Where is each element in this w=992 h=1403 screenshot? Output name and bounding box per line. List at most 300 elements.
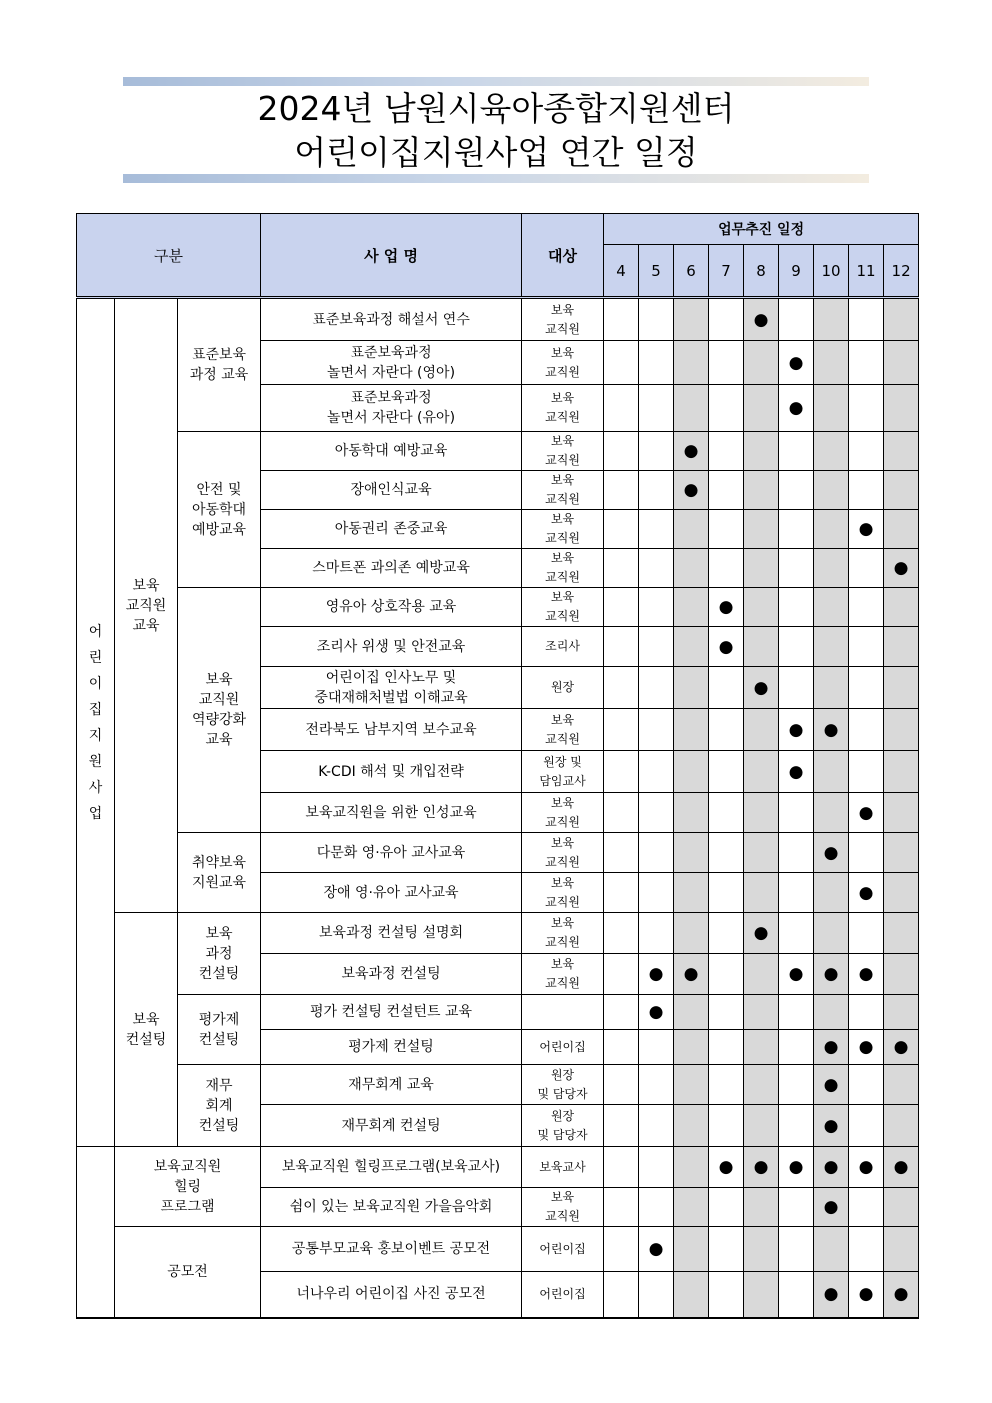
target: 어린이집 <box>522 1272 604 1318</box>
schedule-cell-11 <box>849 588 884 627</box>
schedule-cell-10 <box>814 995 849 1030</box>
schedule-cell-4 <box>604 751 639 793</box>
table-row <box>77 995 919 1030</box>
schedule-cell-4 <box>604 432 639 471</box>
target: 보육 교직원 <box>522 709 604 751</box>
schedule-dot: ● <box>683 480 699 500</box>
schedule-dot: ● <box>823 1157 839 1177</box>
program-name: 쉼이 있는 보육교직원 가을음악회 <box>261 1188 522 1227</box>
program-name: 조리사 위생 및 안전교육 <box>261 627 522 667</box>
category-capacity: 보육 교직원 역량강화 교육 <box>178 588 261 833</box>
schedule-cell-10 <box>814 432 849 471</box>
schedule-cell-10 <box>814 954 849 995</box>
schedule-cell-11 <box>849 471 884 510</box>
target: 보육 교직원 <box>522 549 604 588</box>
schedule-cell-9 <box>779 588 814 627</box>
schedule-cell-11 <box>849 341 884 385</box>
table-row <box>77 588 919 627</box>
schedule-cell-4 <box>604 954 639 995</box>
schedule-cell-4 <box>604 298 639 341</box>
table-row <box>77 298 919 341</box>
schedule-dot: ● <box>648 964 664 984</box>
target: 원장 및 담당자 <box>522 1065 604 1105</box>
target: 어린이집 <box>522 1030 604 1065</box>
schedule-cell-6 <box>674 667 709 709</box>
schedule-cell-10 <box>814 709 849 751</box>
schedule-cell-5 <box>639 341 674 385</box>
schedule-dot: ● <box>893 1037 909 1057</box>
schedule-cell-4 <box>604 341 639 385</box>
schedule-cell-9 <box>779 627 814 667</box>
schedule-cell-12 <box>884 549 919 588</box>
schedule-cell-11 <box>849 913 884 954</box>
schedule-cell-11 <box>849 510 884 549</box>
schedule-cell-9 <box>779 1188 814 1227</box>
category-healing: 보육교직원 힐링 프로그램 <box>115 1147 261 1227</box>
target: 원장 및 담당자 <box>522 1105 604 1147</box>
schedule-cell-10 <box>814 588 849 627</box>
program-name: K-CDI 해석 및 개입전략 <box>261 751 522 793</box>
table-row <box>77 913 919 954</box>
header-target: 대상 <box>522 214 604 298</box>
schedule-cell-5 <box>639 588 674 627</box>
schedule-dot: ● <box>683 441 699 461</box>
schedule-cell-11 <box>849 549 884 588</box>
schedule-cell-6 <box>674 1227 709 1272</box>
target: 보육 교직원 <box>522 432 604 471</box>
schedule-cell-9 <box>779 667 814 709</box>
schedule-cell-9 <box>779 432 814 471</box>
schedule-cell-8 <box>744 1227 779 1272</box>
schedule-cell-11 <box>849 709 884 751</box>
schedule-cell-7 <box>709 1188 744 1227</box>
category-blank <box>77 1147 115 1318</box>
schedule-cell-10 <box>814 510 849 549</box>
header-schedule: 업무추진 일정 <box>604 214 919 245</box>
schedule-dot: ● <box>893 1284 909 1305</box>
schedule-cell-8 <box>744 833 779 873</box>
schedule-cell-5 <box>639 873 674 913</box>
schedule-cell-9 <box>779 471 814 510</box>
schedule-cell-9 <box>779 913 814 954</box>
title-bottom-bar <box>123 174 869 183</box>
schedule-dot: ● <box>893 1157 909 1177</box>
schedule-dot: ● <box>823 1115 839 1136</box>
schedule-cell-8 <box>744 954 779 995</box>
schedule-dot: ● <box>753 1157 769 1177</box>
month-header-4: 4 <box>604 245 639 298</box>
schedule-cell-12 <box>884 588 919 627</box>
month-header-9: 9 <box>779 245 814 298</box>
schedule-dot: ● <box>823 719 839 740</box>
schedule-cell-7 <box>709 793 744 833</box>
schedule-cell-7 <box>709 471 744 510</box>
program-name: 아동학대 예방교육 <box>261 432 522 471</box>
schedule-dot: ● <box>683 964 699 984</box>
schedule-cell-11 <box>849 1105 884 1147</box>
schedule-cell-8 <box>744 1030 779 1065</box>
schedule-cell-10 <box>814 1030 849 1065</box>
schedule-dot: ● <box>858 802 874 823</box>
schedule-cell-5 <box>639 1147 674 1188</box>
schedule-cell-6 <box>674 1105 709 1147</box>
schedule-dot: ● <box>858 1284 874 1305</box>
schedule-cell-10 <box>814 1272 849 1318</box>
schedule-cell-5 <box>639 385 674 432</box>
page-title-line1: 2024년 남원시육아종합지원센터 <box>257 89 735 128</box>
schedule-cell-9 <box>779 751 814 793</box>
program-name: 재무회계 컨설팅 <box>261 1105 522 1147</box>
schedule-dot: ● <box>823 964 839 984</box>
category-safety: 안전 및 아동학대 예방교육 <box>178 432 261 588</box>
schedule-cell-6 <box>674 432 709 471</box>
schedule-cell-12 <box>884 709 919 751</box>
schedule-cell-12 <box>884 995 919 1030</box>
schedule-cell-5 <box>639 709 674 751</box>
schedule-cell-11 <box>849 833 884 873</box>
schedule-cell-4 <box>604 873 639 913</box>
schedule-dot: ● <box>823 1197 839 1217</box>
schedule-cell-9 <box>779 385 814 432</box>
schedule-cell-8 <box>744 1188 779 1227</box>
schedule-cell-6 <box>674 995 709 1030</box>
schedule-cell-7 <box>709 510 744 549</box>
schedule-cell-10 <box>814 341 849 385</box>
schedule-cell-4 <box>604 471 639 510</box>
schedule-cell-4 <box>604 1188 639 1227</box>
schedule-cell-9 <box>779 298 814 341</box>
schedule-cell-9 <box>779 873 814 913</box>
schedule-cell-6 <box>674 1065 709 1105</box>
schedule-cell-10 <box>814 913 849 954</box>
target: 보육 교직원 <box>522 298 604 341</box>
schedule-cell-4 <box>604 510 639 549</box>
schedule-cell-8 <box>744 913 779 954</box>
schedule-cell-7 <box>709 1272 744 1318</box>
schedule-cell-4 <box>604 793 639 833</box>
program-name: 장애 영·유아 교사교육 <box>261 873 522 913</box>
schedule-cell-5 <box>639 549 674 588</box>
schedule-cell-8 <box>744 510 779 549</box>
schedule-cell-11 <box>849 1272 884 1318</box>
schedule-dot: ● <box>718 597 734 617</box>
schedule-cell-7 <box>709 298 744 341</box>
program-name: 너나우리 어린이집 사진 공모전 <box>261 1272 522 1318</box>
schedule-cell-10 <box>814 298 849 341</box>
schedule-dot: ● <box>858 519 874 539</box>
schedule-cell-9 <box>779 1030 814 1065</box>
schedule-cell-12 <box>884 873 919 913</box>
target: 보육 교직원 <box>522 471 604 510</box>
schedule-cell-6 <box>674 1147 709 1188</box>
target: 어린이집 <box>522 1227 604 1272</box>
schedule-cell-4 <box>604 833 639 873</box>
schedule-cell-10 <box>814 873 849 913</box>
schedule-cell-6 <box>674 954 709 995</box>
program-name: 다문화 영·유아 교사교육 <box>261 833 522 873</box>
schedule-cell-7 <box>709 709 744 751</box>
schedule-cell-12 <box>884 627 919 667</box>
schedule-cell-6 <box>674 751 709 793</box>
program-name: 보육교직원을 위한 인성교육 <box>261 793 522 833</box>
schedule-cell-9 <box>779 793 814 833</box>
schedule-cell-6 <box>674 1188 709 1227</box>
schedule-cell-8 <box>744 793 779 833</box>
schedule-cell-7 <box>709 385 744 432</box>
schedule-cell-8 <box>744 298 779 341</box>
schedule-cell-6 <box>674 627 709 667</box>
schedule-cell-12 <box>884 913 919 954</box>
schedule-cell-9 <box>779 549 814 588</box>
schedule-cell-11 <box>849 793 884 833</box>
program-name: 표준보육과정 놀면서 자란다 (유아) <box>261 385 522 432</box>
target: 보육교사 <box>522 1147 604 1188</box>
category-top_category: 어 린 이 집 지 원 사 업 <box>77 298 115 1147</box>
schedule-cell-10 <box>814 1147 849 1188</box>
target: 보육 교직원 <box>522 954 604 995</box>
schedule-cell-4 <box>604 1105 639 1147</box>
schedule-dot: ● <box>753 309 769 330</box>
schedule-cell-6 <box>674 341 709 385</box>
month-header-5: 5 <box>639 245 674 298</box>
program-name: 영유아 상호작용 교육 <box>261 588 522 627</box>
target: 보육 교직원 <box>522 588 604 627</box>
schedule-cell-9 <box>779 1227 814 1272</box>
schedule-cell-6 <box>674 913 709 954</box>
schedule-cell-8 <box>744 709 779 751</box>
program-name: 장애인식교육 <box>261 471 522 510</box>
schedule-cell-4 <box>604 995 639 1030</box>
schedule-cell-12 <box>884 1030 919 1065</box>
schedule-cell-4 <box>604 1272 639 1318</box>
program-name: 스마트폰 과의존 예방교육 <box>261 549 522 588</box>
category-consulting: 보육 컨설팅 <box>115 913 178 1147</box>
schedule-dot: ● <box>648 1239 664 1259</box>
schedule-cell-8 <box>744 1065 779 1105</box>
schedule-cell-8 <box>744 385 779 432</box>
schedule-cell-6 <box>674 709 709 751</box>
schedule-cell-6 <box>674 793 709 833</box>
schedule-cell-12 <box>884 1065 919 1105</box>
program-name: 공통부모교육 홍보이벤트 공모전 <box>261 1227 522 1272</box>
schedule-cell-11 <box>849 873 884 913</box>
schedule-cell-12 <box>884 833 919 873</box>
schedule-cell-5 <box>639 833 674 873</box>
schedule-cell-4 <box>604 385 639 432</box>
schedule-dot: ● <box>788 1157 804 1177</box>
target: 원장 및 담임교사 <box>522 751 604 793</box>
schedule-cell-11 <box>849 1227 884 1272</box>
schedule-cell-12 <box>884 1105 919 1147</box>
schedule-dot: ● <box>753 677 769 698</box>
target: 조리사 <box>522 627 604 667</box>
schedule-cell-9 <box>779 833 814 873</box>
schedule-cell-7 <box>709 995 744 1030</box>
schedule-cell-4 <box>604 913 639 954</box>
schedule-dot: ● <box>823 1284 839 1305</box>
schedule-cell-11 <box>849 751 884 793</box>
schedule-cell-6 <box>674 549 709 588</box>
schedule-cell-10 <box>814 549 849 588</box>
table-row <box>77 1227 919 1272</box>
schedule-cell-10 <box>814 667 849 709</box>
target: 보육 교직원 <box>522 341 604 385</box>
schedule-cell-5 <box>639 432 674 471</box>
schedule-dot: ● <box>858 1037 874 1057</box>
schedule-dot: ● <box>788 761 804 782</box>
schedule-cell-6 <box>674 298 709 341</box>
schedule-dot: ● <box>858 882 874 903</box>
schedule-cell-9 <box>779 995 814 1030</box>
target: 보육 교직원 <box>522 510 604 549</box>
month-header-11: 11 <box>849 245 884 298</box>
schedule-cell-6 <box>674 471 709 510</box>
program-name: 아동권리 존중교육 <box>261 510 522 549</box>
program-name: 보육교직원 힐링프로그램(보육교사) <box>261 1147 522 1188</box>
category-eval: 평가제 컨설팅 <box>178 995 261 1065</box>
header-category: 구분 <box>77 214 261 298</box>
schedule-dot: ● <box>893 558 909 578</box>
schedule-cell-7 <box>709 751 744 793</box>
schedule-cell-12 <box>884 510 919 549</box>
schedule-cell-6 <box>674 1030 709 1065</box>
category-staff_edu: 보육 교직원 교육 <box>115 298 178 913</box>
table-row <box>77 432 919 471</box>
schedule-cell-4 <box>604 1065 639 1105</box>
category-contest: 공모전 <box>115 1227 261 1318</box>
schedule-cell-7 <box>709 432 744 471</box>
schedule-cell-4 <box>604 1227 639 1272</box>
schedule-cell-12 <box>884 1188 919 1227</box>
schedule-cell-6 <box>674 873 709 913</box>
schedule-cell-12 <box>884 751 919 793</box>
schedule-cell-12 <box>884 1147 919 1188</box>
schedule-dot: ● <box>788 719 804 740</box>
schedule-cell-4 <box>604 627 639 667</box>
schedule-dot: ● <box>648 1002 664 1022</box>
schedule-cell-10 <box>814 751 849 793</box>
schedule-cell-12 <box>884 667 919 709</box>
program-name: 표준보육과정 놀면서 자란다 (영아) <box>261 341 522 385</box>
title-top-bar <box>123 77 869 86</box>
schedule-cell-11 <box>849 954 884 995</box>
schedule-cell-5 <box>639 1105 674 1147</box>
schedule-cell-11 <box>849 1147 884 1188</box>
schedule-cell-5 <box>639 793 674 833</box>
schedule-cell-5 <box>639 954 674 995</box>
schedule-cell-10 <box>814 385 849 432</box>
schedule-cell-4 <box>604 588 639 627</box>
schedule-cell-12 <box>884 1227 919 1272</box>
schedule-cell-12 <box>884 471 919 510</box>
schedule-cell-5 <box>639 1272 674 1318</box>
schedule-dot: ● <box>788 352 804 373</box>
target: 보육 교직원 <box>522 385 604 432</box>
schedule-dot: ● <box>753 923 769 943</box>
table-row <box>77 1147 919 1188</box>
schedule-cell-8 <box>744 873 779 913</box>
schedule-cell-4 <box>604 709 639 751</box>
schedule-cell-5 <box>639 1188 674 1227</box>
schedule-cell-6 <box>674 588 709 627</box>
schedule-table <box>76 213 919 1319</box>
schedule-cell-10 <box>814 1105 849 1147</box>
schedule-cell-8 <box>744 667 779 709</box>
schedule-cell-9 <box>779 1272 814 1318</box>
schedule-cell-10 <box>814 1065 849 1105</box>
target <box>522 995 604 1030</box>
schedule-cell-5 <box>639 1227 674 1272</box>
schedule-cell-7 <box>709 1065 744 1105</box>
schedule-cell-12 <box>884 385 919 432</box>
program-name: 보육과정 컨설팅 <box>261 954 522 995</box>
program-name: 전라북도 남부지역 보수교육 <box>261 709 522 751</box>
schedule-cell-9 <box>779 510 814 549</box>
month-header-6: 6 <box>674 245 709 298</box>
schedule-cell-7 <box>709 1227 744 1272</box>
schedule-cell-9 <box>779 954 814 995</box>
schedule-cell-11 <box>849 1065 884 1105</box>
schedule-cell-9 <box>779 709 814 751</box>
target: 보육 교직원 <box>522 1188 604 1227</box>
schedule-cell-5 <box>639 751 674 793</box>
schedule-dot: ● <box>823 1037 839 1057</box>
schedule-dot: ● <box>858 1157 874 1177</box>
schedule-cell-4 <box>604 549 639 588</box>
schedule-dot: ● <box>788 398 804 418</box>
schedule-cell-10 <box>814 471 849 510</box>
schedule-cell-12 <box>884 432 919 471</box>
schedule-cell-11 <box>849 667 884 709</box>
schedule-cell-5 <box>639 1065 674 1105</box>
schedule-cell-7 <box>709 913 744 954</box>
schedule-cell-10 <box>814 1188 849 1227</box>
schedule-cell-7 <box>709 341 744 385</box>
schedule-cell-8 <box>744 471 779 510</box>
target: 원장 <box>522 667 604 709</box>
schedule-cell-11 <box>849 627 884 667</box>
target: 보육 교직원 <box>522 873 604 913</box>
schedule-cell-7 <box>709 667 744 709</box>
program-name: 재무회계 교육 <box>261 1065 522 1105</box>
month-header-7: 7 <box>709 245 744 298</box>
category-std: 표준보육 과정 교육 <box>178 298 261 432</box>
category-finance: 재무 회계 컨설팅 <box>178 1065 261 1147</box>
program-name: 평가 컨설팅 컨설턴트 교육 <box>261 995 522 1030</box>
schedule-cell-5 <box>639 627 674 667</box>
schedule-dot: ● <box>718 1157 734 1177</box>
category-vulnerable: 취약보육 지원교육 <box>178 833 261 913</box>
target: 보육 교직원 <box>522 913 604 954</box>
schedule-cell-10 <box>814 833 849 873</box>
schedule-cell-12 <box>884 341 919 385</box>
schedule-cell-12 <box>884 954 919 995</box>
schedule-cell-7 <box>709 954 744 995</box>
program-name: 표준보육과정 해설서 연수 <box>261 298 522 341</box>
schedule-cell-7 <box>709 627 744 667</box>
schedule-cell-9 <box>779 1147 814 1188</box>
schedule-cell-8 <box>744 341 779 385</box>
schedule-cell-9 <box>779 1065 814 1105</box>
schedule-cell-5 <box>639 995 674 1030</box>
schedule-dot: ● <box>788 964 804 984</box>
schedule-cell-11 <box>849 385 884 432</box>
table-row <box>77 833 919 873</box>
schedule-cell-8 <box>744 588 779 627</box>
program-name: 어린이집 인사노무 및 중대재해처벌법 이해교육 <box>261 667 522 709</box>
program-name: 평가제 컨설팅 <box>261 1030 522 1065</box>
page-title-line2: 어린이집지원사업 연간 일정 <box>294 133 698 172</box>
